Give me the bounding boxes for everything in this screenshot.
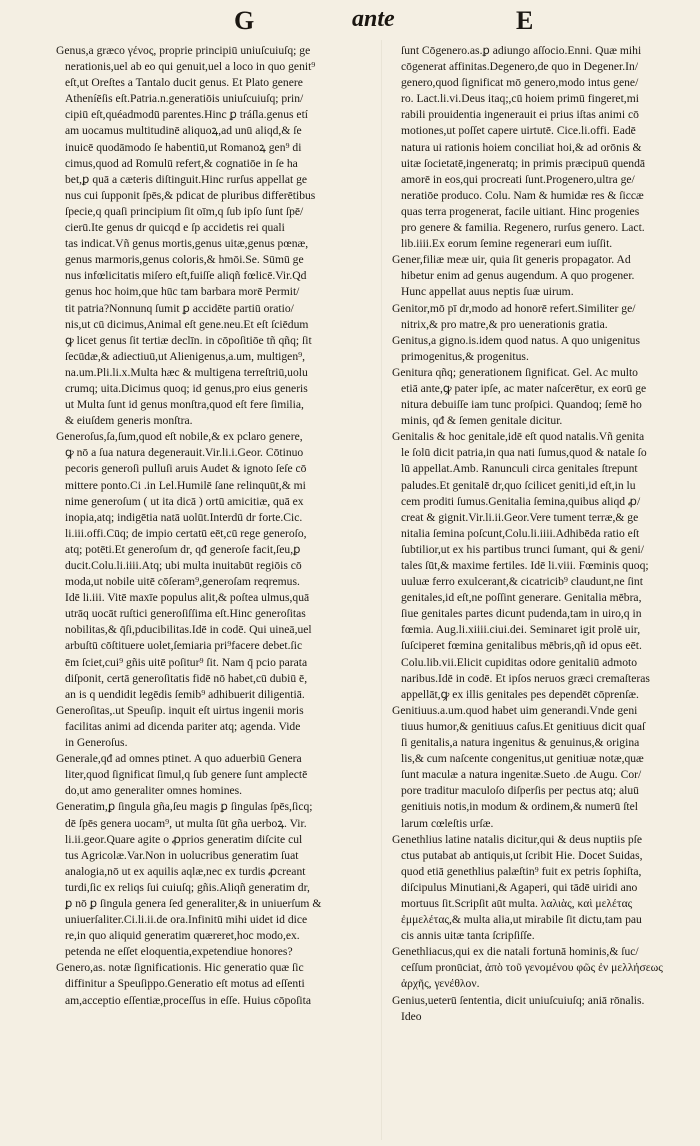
text-line: ꝙ licet genus ſit tertiæ declīn. in cōpoſitiōe tñ qñq; ſit [65, 333, 312, 347]
text-line: ſunt maculæ a natura ingenitæ.Sueto .de Augu. Cor/ [401, 768, 642, 782]
dictionary-entry-line: Genitor,mō pī dr,modo ad honorē refert.Similiter ge/ [392, 301, 636, 315]
text-line: motiones,ut poſſet capere uirtutē. Cice.li.offi. Eadē [401, 124, 636, 138]
text-line: ſecūdæ,& adiectiuū,ut Alienigenus,a.um, multigen⁹, [65, 349, 306, 363]
text-line: ſunt Cōgenero.as.ꝑ adiungo aſſocio.Enni. Quæ mihi [401, 44, 642, 57]
text-line: moda,ut nobile uitē cōſeram⁹,generoſam reqremus. [65, 575, 300, 589]
dictionary-entry-line: Genius,ueterū ſententia, dicit uniuſcuiuſq; aniā rōnalis. [392, 993, 645, 1007]
text-line: ꝑ nō ꝑ ſingula genera ſed generaliter,& in uniuerſum & [65, 896, 322, 910]
dictionary-entry-line: Genitiuus.a.um.quod habet uim generandi.Vnde geni [392, 703, 638, 717]
text-line: ſpecie,q quaſi principium ſit oīm,q ſub ipſo ſunt ſpē/ [65, 204, 304, 218]
dictionary-entry-line: Genitalis & hoc genitale,idē eſt quod natalis.Vñ genita [392, 430, 645, 444]
text-line: do,ut amo generaliter omnes homines. [65, 784, 243, 798]
text-line: creat & gignit.Vir.li.ii.Geor.Vere tument terræ,& ge [401, 510, 639, 524]
text-line: nobilitas,& q̄ſi,pducibilitas.Idē in codē. Qui uineā,uel [65, 623, 312, 637]
dictionary-entry-line: Genethlius latine natalis dicitur,qui & deus nuptiis pſe [392, 832, 643, 846]
text-line: neratiōe produco. Colu. Nam & humidæ res & ſiccæ [401, 188, 644, 202]
text-line: re,in quo aliquid generatim quæreret,hoc modo,ex. [65, 929, 300, 943]
text-line: na.um.Pli.li.x.Multa hæc & multigena terreſtriū,uolu [65, 365, 308, 379]
text-line: naribus.Idē in codē. Et ipſos neruos græci cremaſteras [401, 671, 650, 685]
text-line: quas terra progenerat, facile uitiant. Hinc progenies [401, 204, 640, 218]
running-head: ante [352, 6, 395, 32]
text-line: am,acceptio eſſentiæ,proceſſus in eſſe. Huius cōpoſita [65, 993, 311, 1007]
text-line: natura ui rationis hoiem conciliat hoi,& ad orōnis & [401, 140, 642, 154]
text-line: ſubtilior,ut ex his partibus trunci ſumant, qui & geni/ [401, 542, 644, 556]
text-line: cis annis uitæ tanta ſcripſiſſe. [401, 929, 535, 943]
dictionary-entry-line: Generale,qđ ad omnes ptinet. A quo aduerbiū Genera [56, 752, 302, 766]
text-line: cimus,quod ad Romulū refert,& cognatiōe in ſe ha [65, 156, 298, 170]
text-line: ēm ſciet,cui⁹ gñis uitē poſitur⁹ ſit. Nam q̄ pcio parata [65, 655, 308, 669]
text-line: Atheníēſis eſt.Patria.n.generatiōis uniuſcuiuſq; prin/ [65, 92, 304, 106]
text-line: turdi,ſic ex reliqs ſui cuiuſq; gñis.Aliqñ generatim dr, [65, 880, 310, 894]
dictionary-entry-line: Genitus,a gigno.is.idem quod natus. A quo unigenitus [392, 333, 640, 347]
text-line: diſcipulus Minutiani,& Agaperi, qui tādē uiridi ano [401, 880, 638, 894]
text-line: mittere ponto.Ci .in Lel.Humilē ſane relinquūt,& mi [65, 478, 306, 492]
text-line: ἀρχῆς, γενέθλον. [401, 977, 480, 991]
text-line: genitales,id eſt,ne poſſint generare. Genitalia mēbra, [401, 591, 642, 605]
text-line: genus marmoris,genus coloris,& hmōi.Se. Sūmū ge [65, 253, 304, 267]
text-line: nus cui ſupponit ſpēs,& pdicat de pluribus differētibus [65, 188, 316, 202]
text-line: uitæ ſocietatē,ingeneratq; in primis præcipuū quendā [401, 156, 646, 170]
text-line: tus Agricolæ.Var.Non in uolucribus generatim ſuat [65, 848, 299, 862]
text-line: etiā ante,ꝙ pater ipſe, ac mater naſcerētur, ex eorū ge [401, 381, 647, 395]
text-line: primogenitus,& progenitus. [401, 349, 529, 363]
text-line: nerationis,uel ab eo qui genuit,uel a loco in quo genit⁹ [65, 60, 316, 74]
dictionary-entry-line: Gener,filiæ meæ uir, quia ſit generis propagator. Ad [392, 253, 631, 267]
text-line: diſponit, certā generoſitatis fidē nō habet,cū dubiū ē, [65, 671, 308, 685]
text-line: pore traditur maculoſo diſperſis per pectus atq; aluū [401, 784, 639, 798]
text-line: amorē in eos,qui procreati ſunt.Progenero,ultra ge/ [401, 172, 635, 186]
text-line: hibetur enim ad genus augendum. A quo progener. [401, 269, 635, 283]
text-line: tit patria?Nonnunq ſumit ꝑ accidēte partiū oratio/ [65, 301, 294, 315]
text-line: lib.iiii.Ex eorum ſemine regenerari eum iuſſit. [401, 237, 613, 251]
text-line: uniuerſaliter.Ci.li.ii.de ora.Infinitū mihi uidet id dice [65, 913, 308, 927]
text-line: appellāt,ꝙ ex illis genitales pes dependēt cōprenſæ. [401, 687, 639, 701]
header-right-letter: E [516, 6, 534, 35]
text-line: genitiuis notis,in modum & ordinem,& numerū ſtel [401, 800, 639, 814]
text-line: li.iii.offi.Cūq; de impio certatū eēt,cū rege generoſo, [65, 526, 307, 540]
text-line: nus infœlicitatis miſero eſt,fuiſſe aliqñ fœlicē.Vir.Qd [65, 269, 307, 283]
text-line: minis, qđ & ſemen genitale dicitur. [401, 414, 563, 428]
text-line: ducit.Colu.li.iiii.Atq; ubi multa inuitabūt regiōis cō [65, 559, 302, 572]
text-line: ſiue genitales partes dicunt pudenda,tam in uiro,q in [401, 607, 642, 621]
text-line: bet,ꝑ quā a cæteris diſtinguit.Hinc rurſus appellat ge [65, 172, 308, 186]
page-header [0, 6, 700, 40]
text-line: eſt,ut Oreſtes a Tantalo ducit genus. Et Plato genere [65, 76, 303, 90]
text-line: ro. Lact.li.vi.Deus itaq;,cū hoiem primū fingeret,mi [401, 92, 639, 106]
text-line: lis,& cum naſcente congenitus,ut genitiuæ notæ,quæ [401, 752, 644, 766]
text-line: fœmia. Aug.li.xiiii.ciui.dei. Seminaret igit prolē uir, [401, 623, 641, 637]
text-line: atq; potēti.Et generoſum dr, qđ generoſe facit,ſeu,ꝑ [65, 542, 301, 556]
right-column [392, 43, 688, 1025]
text-line: petenda ne eſſet eloquentia,expetendiue honores? [65, 945, 293, 959]
text-line: nitura debuiſſe iam tunc proſpici. Quandoq; ſemē ho [401, 398, 642, 412]
text-line: analogia,nō ut ex aquilis aqlæ,nec ex turdis ꝓcreant [65, 864, 306, 878]
dictionary-entry-line: Generatim,ꝑ ſingula gña,ſeu magis ꝑ ſingulas ſpēs,ſicq; [56, 800, 313, 814]
text-line: Idē li.iii. Vitē maxīe populus alit,& poſtea ulmus,quā [65, 591, 310, 605]
text-line: ctus putabat ab antiquis,ut ſcribit Hie. Docet Suidas, [401, 848, 643, 862]
column-gutter [381, 40, 382, 1140]
text-line: arbuſtū cōſtituere uolet,ſemiaria pri⁹facere debet.ſic [65, 639, 303, 653]
text-line: cipiū eſt,quéadmodū parentes.Hinc ꝑ tráſla.genus etí [65, 108, 309, 122]
text-line: genero,quod ſignificat mō genero,modo intus gene/ [401, 76, 639, 90]
text-line: crumq; uita.Dicimus quoq; id genus,pro eius generis [65, 381, 308, 395]
text-line: in Generoſus. [65, 736, 128, 750]
text-line: inopia,atq; indigētia natā uolūt.Interdū dr forte.Cic. [65, 510, 303, 524]
text-line: rabili prouidentia ingenerauit ei prius iſtas animi cō [401, 108, 639, 122]
text-line: tales ſūt,& maxime fertiles. Idē li.viii. Fœminis quoq; [401, 559, 649, 572]
text-line: cierū.Ite genus dr quicqd e ſp accidetis rei quali [65, 221, 285, 235]
dictionary-entry-line: Genitura qñq; generationem ſignificat. Gel. Ac multo [392, 365, 638, 379]
text-line: Ideo [401, 1009, 422, 1023]
text-line: nime generoſum ( ut ita dicā ) ortū amicitiæ, quā ex [65, 494, 304, 508]
text-line: ꝙ nō a ſua natura degenerauit.Vir.li.i.Geor. Cōtinuo [65, 446, 304, 460]
text-line: ſuſciperet fœmina genitalibus mēbris,qñ id opus eēt. [401, 639, 642, 653]
text-line: an is q uendidit legēdis ſemib⁹ adhibuerit diligentiā. [65, 687, 305, 701]
text-line: li.ii.geor.Quare agite o ꝓprios generatim diſcite cul [65, 832, 303, 846]
text-line: am uocamus multitudinē aliquoꝝ,ad unū aliqd,& ſe [65, 124, 302, 138]
text-line: pecoris generoſi pulluſi aruis Audet & ignoto ſeſe cō [65, 462, 307, 476]
dictionary-entry-line: Genus,a græco γένος, proprie principiū uniuſcuiuſq; ge [56, 44, 311, 57]
text-line: liter,quod ſignificat ſimul,q ſub genere ſunt amplectē [65, 768, 308, 782]
text-line: utrāq uocāt ruſtici generoſiſſima eſt.Hinc generoſitas [65, 607, 306, 621]
text-line: lū appellat.Amb. Ranunculi circa genitales ſtrepunt [401, 462, 638, 476]
text-line: cōgenerat affinitas.Degenero,de quo in Degener.In/ [401, 60, 639, 74]
dictionary-entry-line: Generoſus,ſa,ſum,quod eſt nobile,& ex pclaro genere, [56, 430, 303, 444]
text-line: ut Multa ſunt id genus monſtra,quod eſt fere ſimilia, [65, 398, 304, 412]
header-left-letter: G [234, 6, 255, 35]
text-line: le ſolū dicit patria,in qua nati ſumus,quod & natale ſo [401, 446, 647, 460]
dictionary-entry-line: Genethliacus,qui ex die natali fortunā hominis,& ſuc/ [392, 945, 639, 959]
text-line: nis,ut cū dicimus,Animal eſt gene.neu.Et eſt ſciēdum [65, 317, 309, 331]
text-line: ceſſum pronūciat, ἀπὸ τοῦ γενομένου φῶς ἐν μελλήσεως [401, 961, 663, 975]
text-line: ἐμμελέτας,& multa alia,ut mirabile ſit dictu,tam pau [401, 913, 642, 927]
text-line: pro genere & familia. Regenero, rurſus genero. Lact. [401, 221, 645, 235]
text-line: dē ſpēs genera uocam⁹, ut multa ſūt gña uerboꝝ. Vir. [65, 816, 307, 830]
text-line: nitrix,& pro matre,& pro uenerationis gratia. [401, 317, 608, 331]
text-line: & eiuſdem generis monſtra. [65, 414, 193, 428]
left-column [56, 43, 374, 1009]
dictionary-entry-line: Generoſitas,.ut Speuſip. inquit eſt uirtus ingenii moris [56, 703, 304, 717]
text-line: tiuus humor,& genitiuus caſus.Et genitiuus dicit quaſ [401, 719, 646, 733]
text-line: uuluæ ferro exulcerant,& cicatricib⁹ claudunt,ne ſint [401, 575, 643, 589]
text-line: tas indicat.Vñ genus mortis,genus uitæ,genus pœnæ, [65, 237, 309, 251]
text-line: Hunc appellat auus neptis ſuæ uirum. [401, 285, 574, 299]
text-line: cem proditi ſumus.Genitalia ſemina,quibus aliqd ꝓ/ [401, 494, 641, 508]
text-line: Colu.lib.vii.Elicit cupiditas odore genitaliū admoto [401, 655, 638, 669]
text-line: nitalia ſemina poſcunt,Colu.li.iiii.Adhibēda ratio eſt [401, 526, 640, 540]
text-line: ſi genitalis,a natura ingenitus & genuinus,& origina [401, 736, 640, 750]
dictionary-entry-line: Genero,as. notæ ſignificationis. Hic generatio quæ ſic [56, 961, 304, 975]
text-line: mortuus ſit.Scripſit aūt multa. λαλιὰς, καὶ μελέτας [401, 896, 633, 910]
text-line: diffinitur a Speuſippo.Generatio eſt motus ad eſſenti [65, 977, 305, 991]
text-line: inuicē quodāmodo ſe habentiū,ut Romanoꝝ gen⁹ di [65, 140, 302, 154]
text-line: larum cœleſtis urſæ. [401, 816, 494, 830]
text-line: quod etiā genethlius palæſtin⁹ fuit ex petris ſophiſta, [401, 864, 642, 878]
text-line: paludes.Et genitalē dr,quo ſcilicet geniti,id eſt,in lu [401, 478, 636, 492]
text-line: facilitas animi ad dicenda pariter atq; agenda. Vide [65, 719, 301, 733]
text-line: genus hoc hoim,que hūc tam barbara morē Permit/ [65, 285, 300, 299]
